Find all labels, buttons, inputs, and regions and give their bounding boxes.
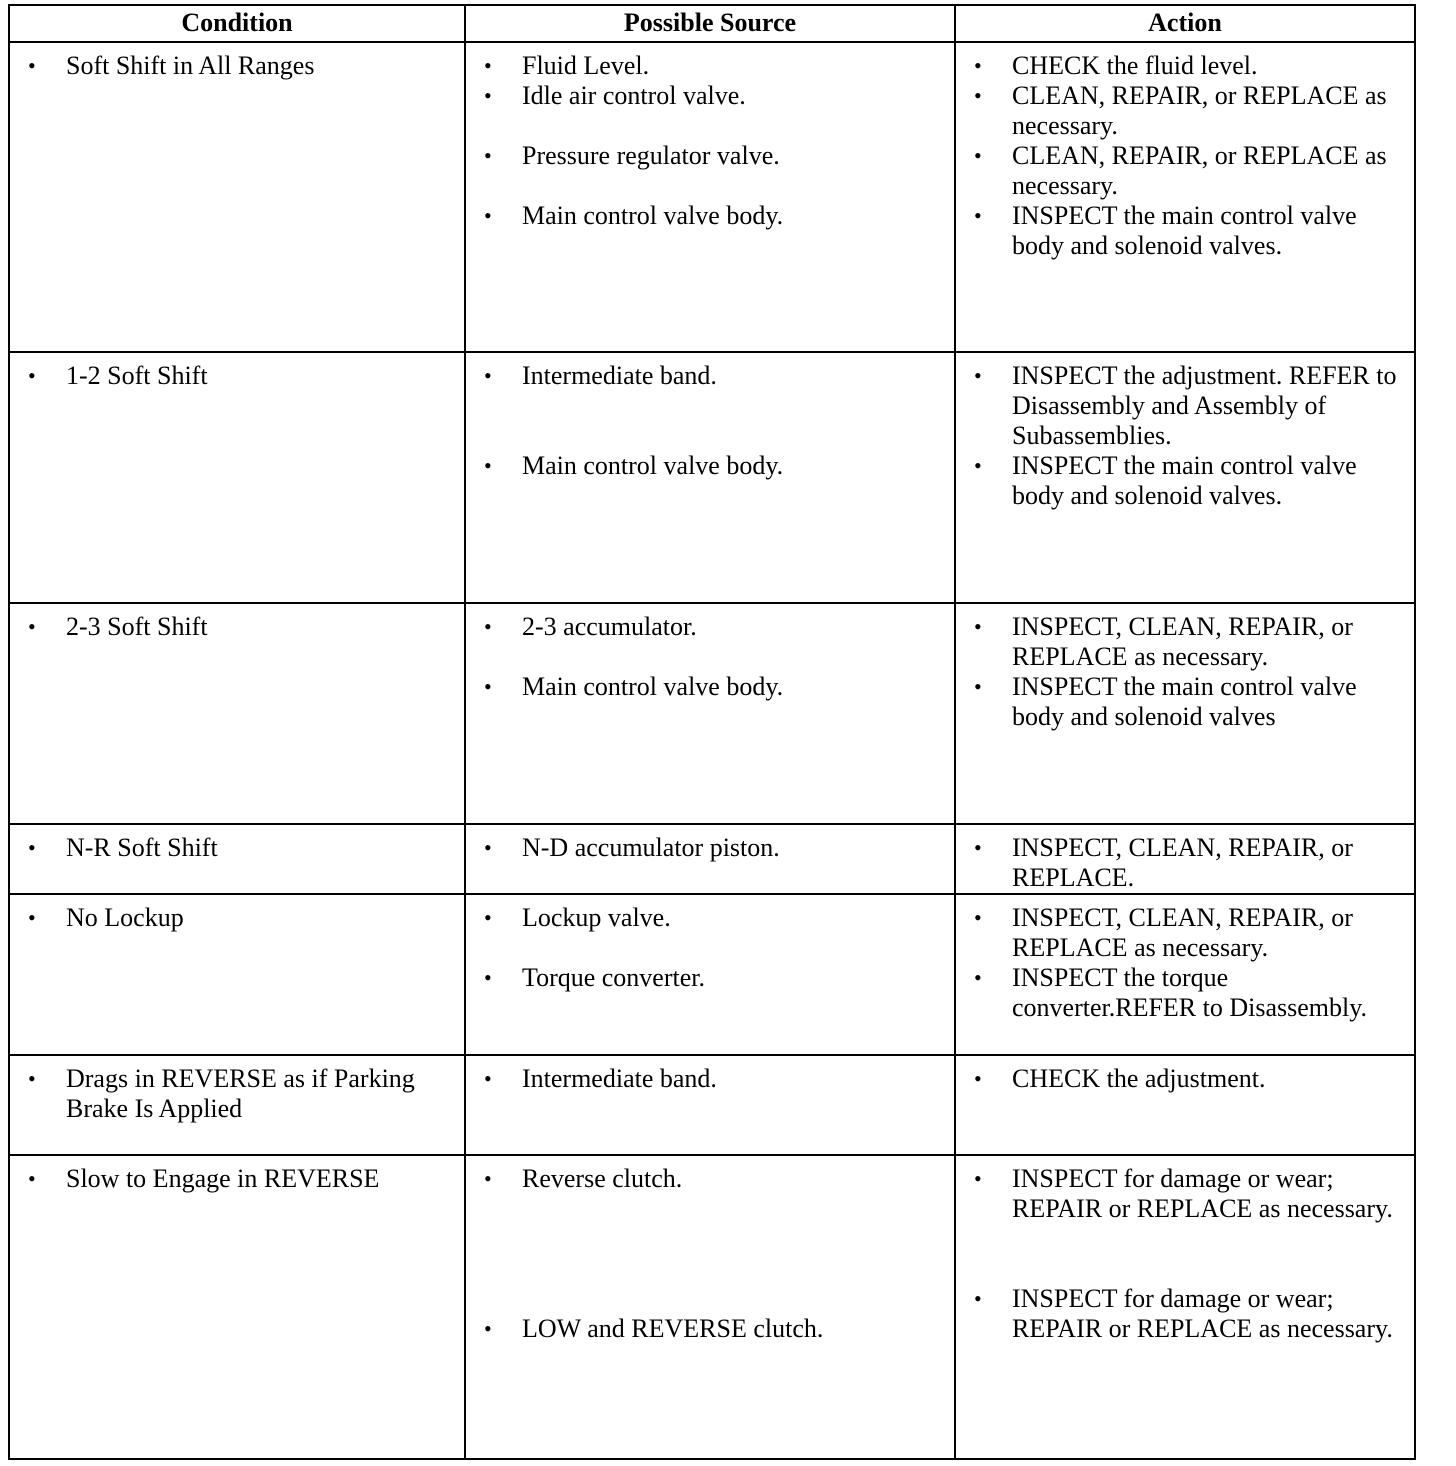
source-cell <box>465 1155 955 1459</box>
action-item: • CLEAN, REPAIR, or REPLACE as necessary. <box>966 141 1404 201</box>
table-row <box>9 1055 1415 1155</box>
source-cell <box>465 824 955 894</box>
header-condition: Condition <box>9 5 465 42</box>
source-cell <box>465 603 955 824</box>
action-item: • INSPECT, CLEAN, REPAIR, or REPLACE. <box>966 833 1404 893</box>
source-item: • Idle air control valve. <box>476 81 944 111</box>
source-item: • N-D accumulator piston. <box>476 833 944 863</box>
source-item: • Main control valve body. <box>476 201 944 231</box>
condition-cell <box>9 1155 465 1459</box>
action-cell <box>955 1155 1415 1459</box>
source-cell <box>465 42 955 352</box>
action-item: • INSPECT the main control valve body and solenoid valves <box>966 672 1404 732</box>
condition-cell <box>9 352 465 603</box>
source-cell <box>465 894 955 1055</box>
condition-text: • N-R Soft Shift <box>20 833 454 863</box>
source-item: • Intermediate band. <box>476 1064 944 1094</box>
action-cell <box>955 824 1415 894</box>
header-possible-source: Possible Source <box>465 5 955 42</box>
action-item: • CLEAN, REPAIR, or REPLACE as necessary. <box>966 81 1404 141</box>
condition-text: • Slow to Engage in REVERSE <box>20 1164 454 1194</box>
action-item: • INSPECT the main control valve body and solenoid valves. <box>966 201 1404 261</box>
source-cell <box>465 1055 955 1155</box>
source-item: • Main control valve body. <box>476 451 944 481</box>
action-item: • INSPECT the torque converter.REFER to Disassembly. <box>966 963 1404 1023</box>
table-row <box>9 824 1415 894</box>
action-item: • INSPECT for damage or wear; REPAIR or REPLACE as necessary. <box>966 1164 1404 1224</box>
table-row <box>9 1155 1415 1459</box>
header-row <box>9 5 1415 42</box>
condition-cell <box>9 603 465 824</box>
action-cell <box>955 894 1415 1055</box>
condition-text: • Drags in REVERSE as if Parking Brake Is Applied <box>20 1064 454 1124</box>
table-row <box>9 603 1415 824</box>
source-item: • Fluid Level. <box>476 51 944 81</box>
source-item: • Reverse clutch. <box>476 1164 944 1194</box>
condition-text: • 2-3 Soft Shift <box>20 612 454 642</box>
condition-text: • Soft Shift in All Ranges <box>20 51 454 81</box>
action-item: • INSPECT, CLEAN, REPAIR, or REPLACE as necessary. <box>966 612 1404 672</box>
source-item: • Main control valve body. <box>476 672 944 702</box>
condition-text: • No Lockup <box>20 903 454 933</box>
source-item: • Torque converter. <box>476 963 944 993</box>
source-cell <box>465 352 955 603</box>
action-item: • CHECK the adjustment. <box>966 1064 1404 1094</box>
action-cell <box>955 1055 1415 1155</box>
action-cell <box>955 42 1415 352</box>
action-item: • INSPECT the adjustment. REFER to Disassembly and Assembly of Subassemblies. <box>966 361 1404 451</box>
action-item: • CHECK the fluid level. <box>966 51 1404 81</box>
action-item: • INSPECT for damage or wear; REPAIR or REPLACE as necessary. <box>966 1284 1404 1344</box>
action-item: • INSPECT, CLEAN, REPAIR, or REPLACE as necessary. <box>966 903 1404 963</box>
diagnosis-table <box>8 4 1416 1460</box>
condition-cell <box>9 42 465 352</box>
header-action: Action <box>955 5 1415 42</box>
action-cell <box>955 603 1415 824</box>
table-row <box>9 42 1415 352</box>
condition-cell <box>9 894 465 1055</box>
condition-cell <box>9 1055 465 1155</box>
source-item: • 2-3 accumulator. <box>476 612 944 642</box>
source-item: • Pressure regulator valve. <box>476 141 944 171</box>
source-item: • Lockup valve. <box>476 903 944 933</box>
action-item: • INSPECT the main control valve body and solenoid valves. <box>966 451 1404 511</box>
action-cell <box>955 352 1415 603</box>
condition-cell <box>9 824 465 894</box>
table-row <box>9 352 1415 603</box>
source-item: • Intermediate band. <box>476 361 944 391</box>
condition-text: • 1-2 Soft Shift <box>20 361 454 391</box>
table-row <box>9 894 1415 1055</box>
source-item: • LOW and REVERSE clutch. <box>476 1314 944 1344</box>
